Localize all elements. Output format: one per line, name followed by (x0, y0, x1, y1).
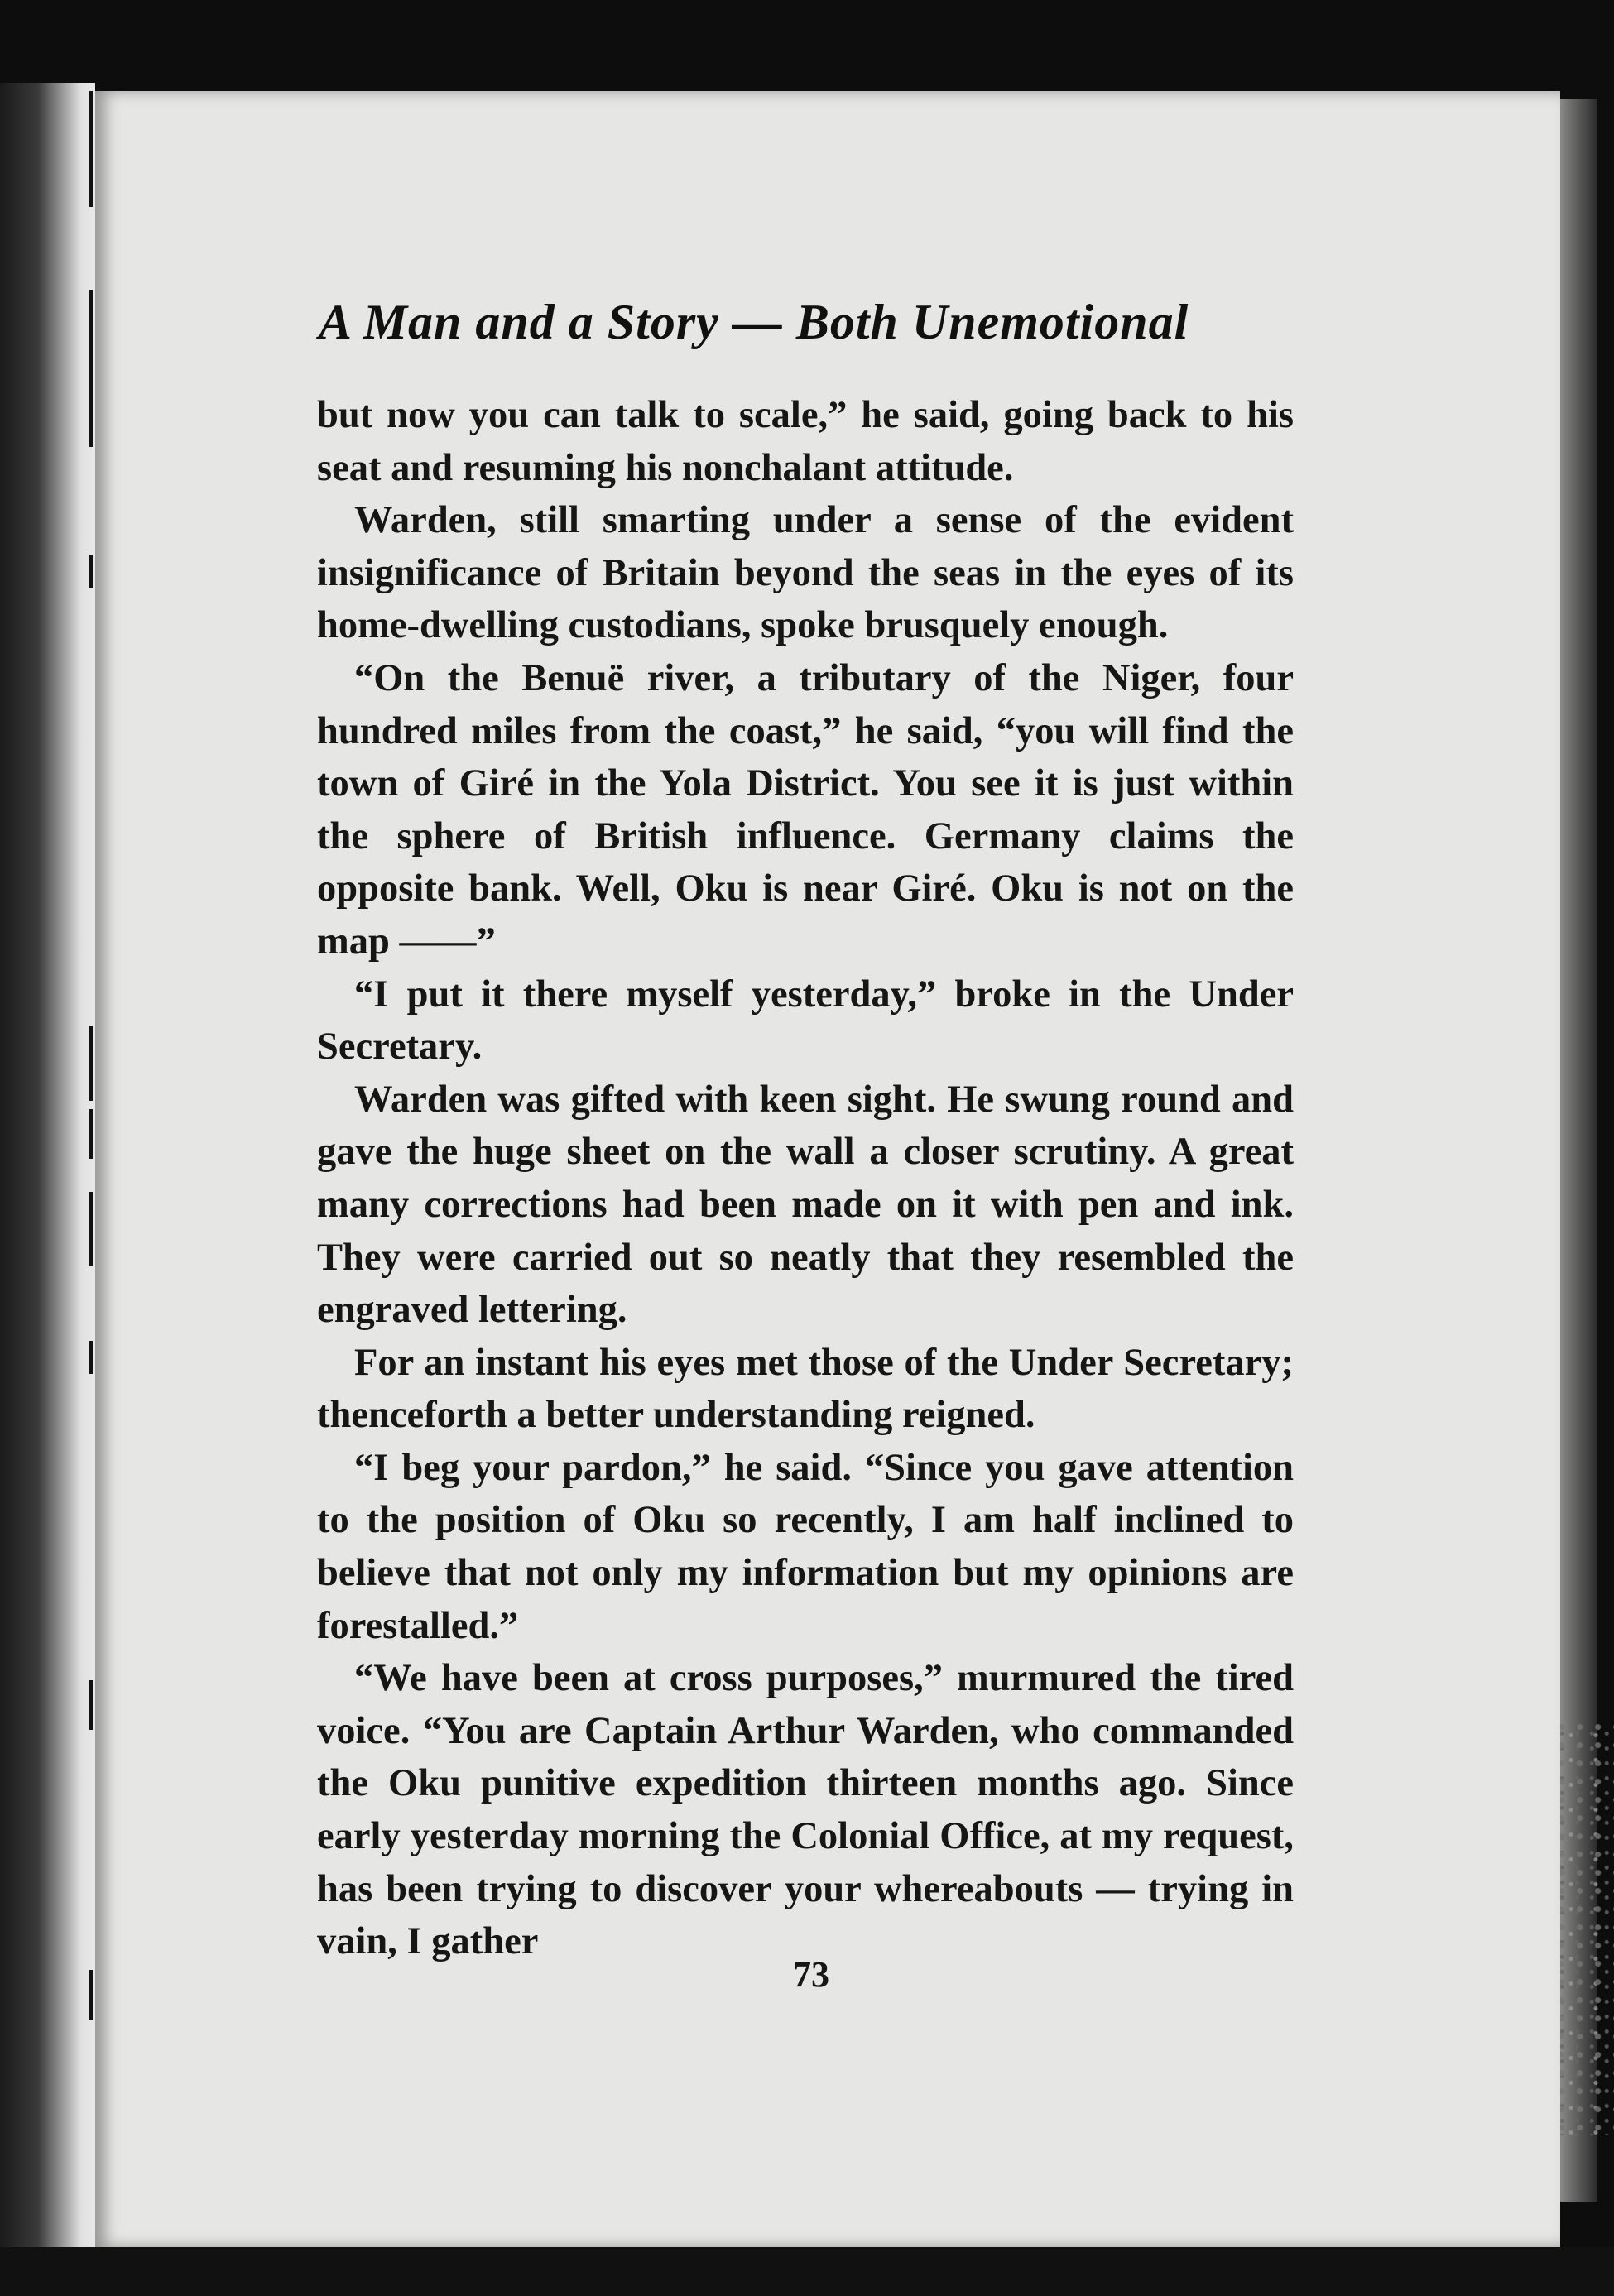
body-text (317, 389, 1294, 1968)
page-number: 73 (793, 1954, 829, 1995)
edge-speckle (1556, 1722, 1614, 2135)
paragraph-8: “We have been at cross purposes,” murmured the tired voice. “You are Captain Arthur Warden, who commanded the Oku punitive expedition thirteen months ago. Since early yesterday morning the Colonial Office, at my request, has been trying to discover your whereabouts — trying in vain, I gather (317, 1657, 1294, 1963)
paragraph-7: “I beg your pardon,” he said. “Since you gave attention to the position of Oku so recently, I am half inclined to believe that not only my information but my opinions are forestalled.” (317, 1446, 1294, 1647)
paragraph-1: but now you can talk to scale,” he said, going back to his seat and resuming his nonchalant attitude. (317, 394, 1294, 489)
paragraph-6: For an instant his eyes met those of the Under Secretary; thenceforth a better understanding reigned. (317, 1341, 1294, 1437)
paragraph-4: “I put it there myself yesterday,” broke in the Under Secretary. (317, 973, 1294, 1069)
paragraph-5: Warden was gifted with keen sight. He swung round and gave the huge sheet on the wall a closer scrutiny. A great many corrections had been made on it with pen and ink. They were carried out so neatly that they resembled the engraved lettering. (317, 1078, 1294, 1332)
margin-marks (89, 91, 94, 2243)
bottom-border (0, 2247, 1614, 2296)
paragraph-3: “On the Benuë river, a tributary of the Niger, four hundred miles from the coast,” he said, “you will find the town of Giré in the Yola District. You see it is just within the sphere of British influence. Germany claims the opposite bank. Well, Oku is near Giré. Oku is not on the map ——” (317, 656, 1294, 963)
paragraph-2: Warden, still smarting under a sense of the evident insignificance of Britain beyond the seas in the eyes of its home-dwelling custodians, spoke brusquely enough. (317, 499, 1294, 647)
running-head: A Man and a Story — Both Unemotional (319, 295, 1189, 349)
gutter-shadow (0, 83, 95, 2251)
